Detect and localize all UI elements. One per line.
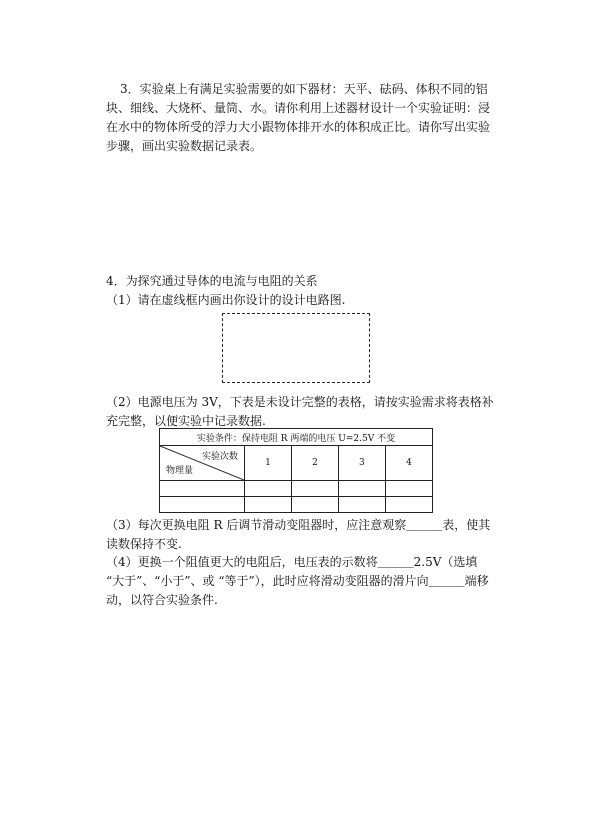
table-cell [160, 481, 245, 497]
table-cell [385, 497, 432, 513]
table-cell [160, 497, 245, 513]
table-diagonal-header [160, 446, 245, 481]
table-col-header: 3 [338, 446, 385, 481]
question-4-part-1: （1）请在虚线框内画出你设计的设计电路图. [106, 293, 346, 307]
question-3-text: 3．实验桌上有满足实验需要的如下器材：天平、砝码、体积不同的铝块、细线、大烧杯、量筒、水。请你利用上述器材设计一个实验证明：浸在水中的物体所受的浮力大小跟物体排开水的体积成正比。请你写出实验步骤，画出实验数据记录表。 [106, 82, 491, 153]
table-cell [291, 497, 338, 513]
diag-header-bottom: 物理量 [166, 466, 194, 476]
table-cell [291, 481, 338, 497]
question-4-part-4: （4）更换一个阻值更大的电阻后，电压表的示数将＿＿＿2.5V（选填 “大于”、“小于”、或 “等于”），此时应将滑动变阻器的滑片向＿＿＿端移动，以符合实验条件. [106, 555, 489, 607]
table-condition-cell: 实验条件：保持电阻 R 两端的电压 U=2.5V 不变 [160, 429, 433, 446]
table-row [160, 497, 433, 513]
question-4-part-3: （3）每次更换电阻 R 后调节滑动变阻器时，应注意观察＿＿＿表，使其读数保持不变. [106, 518, 491, 551]
table-cell [385, 481, 432, 497]
data-record-table [159, 428, 433, 513]
question-4-part-2: （2）电源电压为 3V，下表是未设计完整的表格，请按实验需求将表格补充完整，以便实验中记录数据. [106, 395, 494, 428]
table-cell [338, 481, 385, 497]
table-col-header: 4 [385, 446, 432, 481]
table-row [160, 481, 433, 497]
circuit-diagram-dashed-box [222, 313, 370, 383]
table-col-header: 2 [291, 446, 338, 481]
table-col-header: 1 [245, 446, 292, 481]
table-cell [245, 497, 292, 513]
diag-header-top: 实验次数 [201, 452, 238, 462]
table-cell [245, 481, 292, 497]
question-4-title: 4．为探究通过导体的电流与电阻的关系 [106, 274, 318, 288]
table-cell [338, 497, 385, 513]
